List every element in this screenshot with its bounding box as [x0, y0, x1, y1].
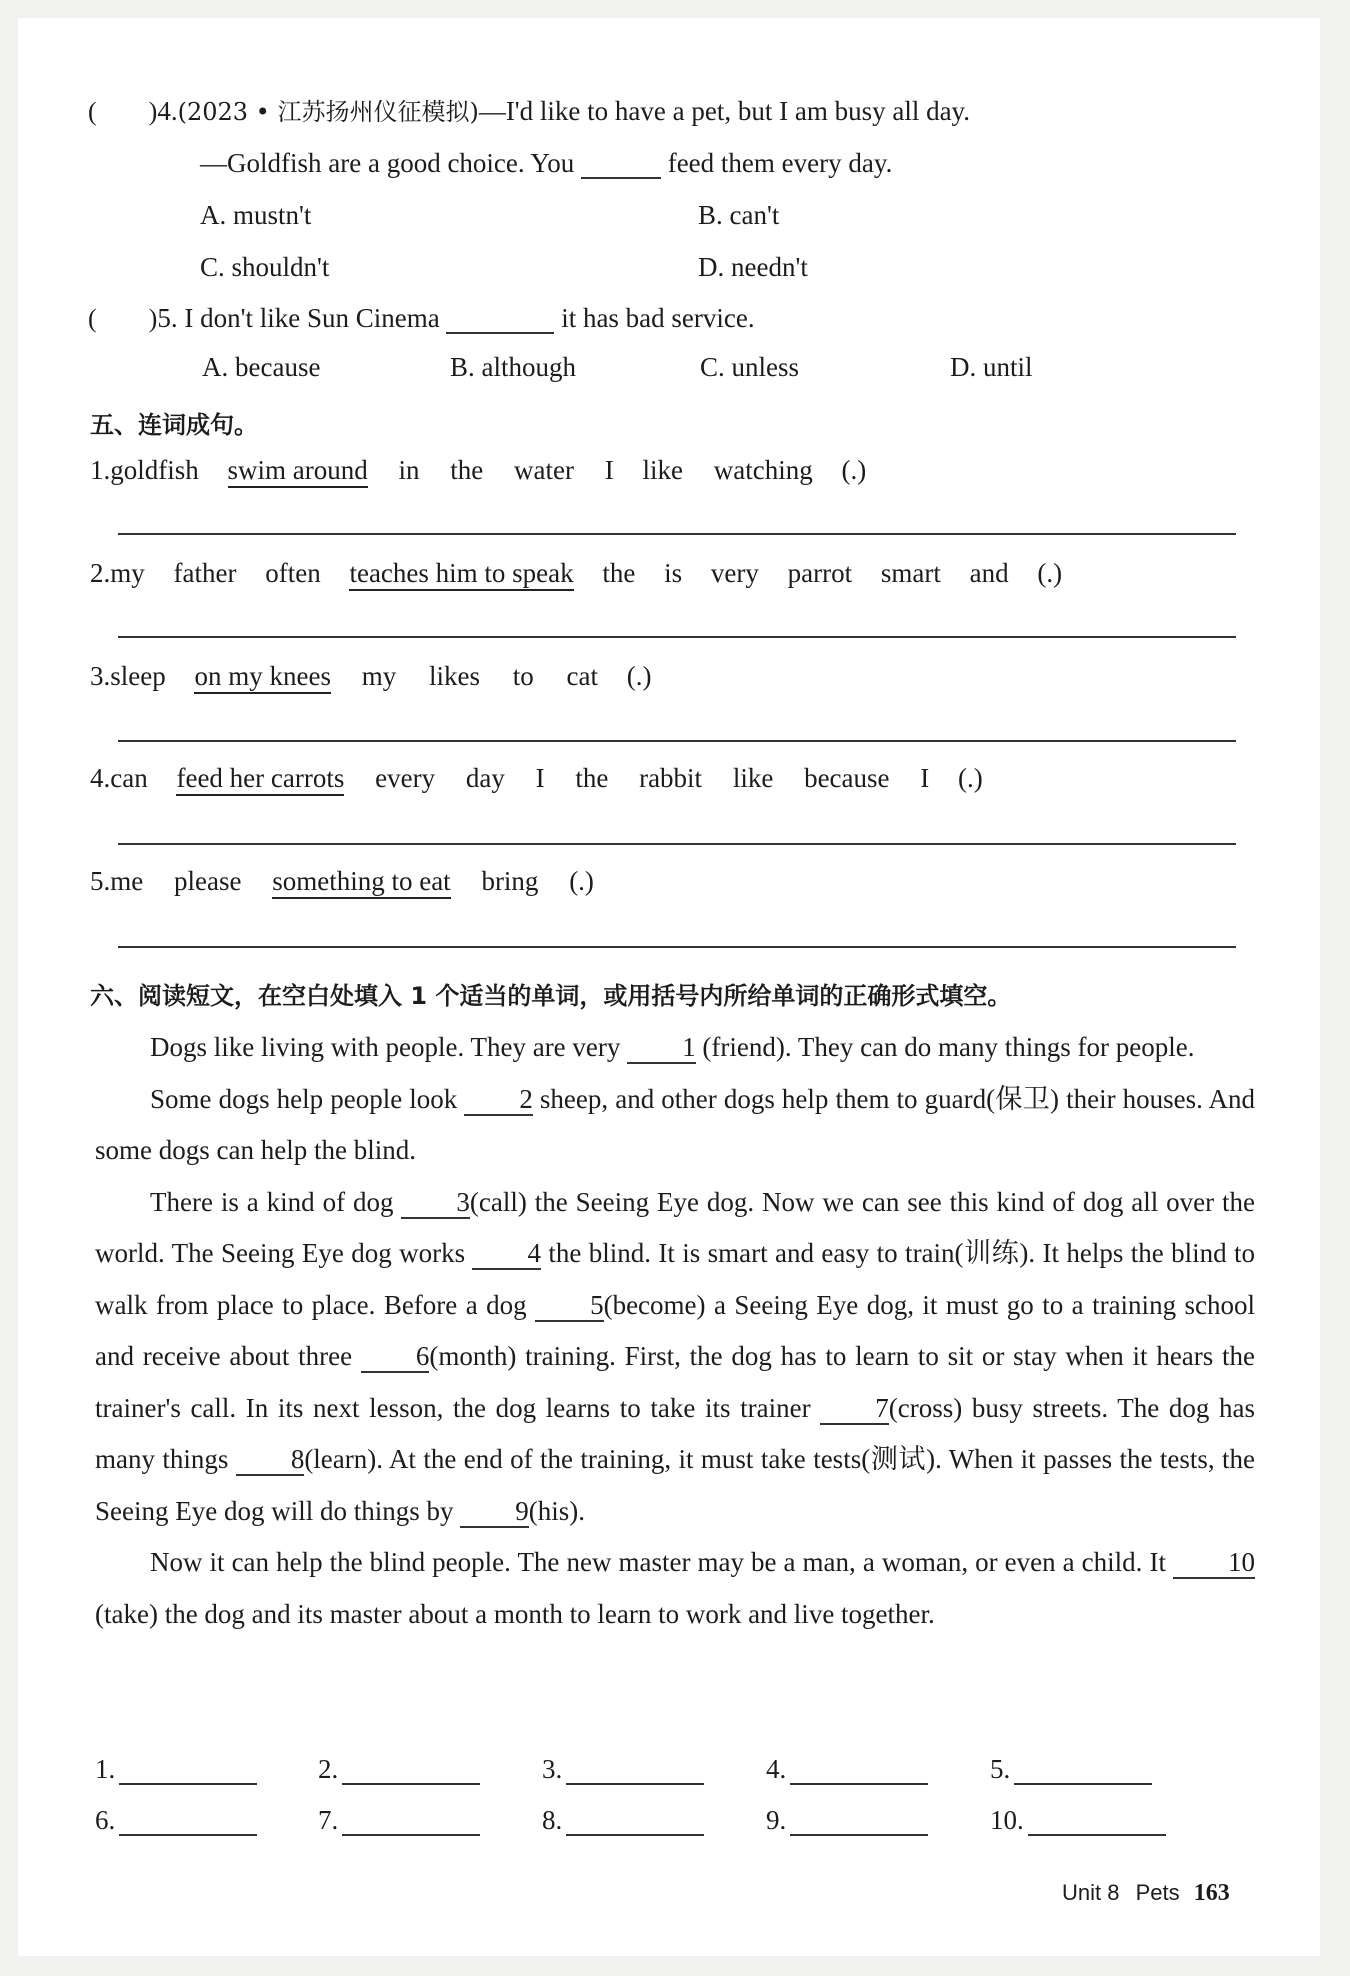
passage-text: (take) the dog and its master about a month to learn to work and live together. [95, 1598, 935, 1629]
option-b[interactable]: B. can't [698, 200, 780, 230]
word: to [512, 661, 534, 691]
underlined-phrase: on my knees [194, 661, 330, 694]
reorder-item-2 [90, 556, 1062, 590]
word: because [804, 763, 890, 793]
item-number: 4. [90, 763, 111, 793]
item-number: 1. [90, 455, 111, 485]
option-d[interactable]: D. until [950, 352, 1033, 382]
passage-text: (learn). At the end of the training, it must take tests(测试). When it passes the tests, the Seeing Eye dog will do things by [95, 1444, 1256, 1526]
word: and [969, 558, 1009, 588]
word: can [110, 763, 148, 793]
answer-blank[interactable] [342, 1806, 480, 1836]
option-b[interactable]: B. although [450, 352, 576, 382]
passage-text: Some dogs help people look [150, 1083, 458, 1114]
answer-number: 4. [766, 1754, 787, 1784]
answer-paren-close: ) [148, 97, 158, 126]
answer-number: 7. [318, 1805, 339, 1835]
answer-blank[interactable] [119, 1755, 257, 1785]
word: please [174, 866, 242, 896]
fill-blank [581, 149, 661, 179]
answer-paren-close: ) [148, 304, 158, 333]
word: I [535, 763, 545, 793]
option-d[interactable]: D. needn't [698, 252, 808, 282]
answer-blank[interactable] [790, 1806, 928, 1836]
section6-heading: 六、阅读短文，在空白处填入 1 个适当的单词，或用括号内所给单词的正确形式填空。 [90, 982, 1012, 1010]
word: I [920, 763, 930, 793]
word: water [514, 455, 574, 485]
answer-slot-5[interactable] [990, 1752, 1152, 1786]
answer-slot-3[interactable] [542, 1752, 704, 1786]
blank-10: 10 [1173, 1547, 1255, 1579]
answer-number: 10. [990, 1805, 1024, 1835]
answer-slot-6[interactable] [95, 1803, 257, 1837]
word: sleep [110, 661, 166, 691]
word: (.) [841, 455, 867, 485]
item-number: 3. [90, 661, 111, 691]
answer-paren-open: ( [88, 304, 97, 333]
question-source: (2023 • 江苏扬州仪征模拟) [177, 98, 479, 126]
mc-question-4-line2 [200, 146, 892, 180]
mc-question-4 [88, 94, 970, 129]
answer-slot-1[interactable] [95, 1752, 257, 1786]
answer-number: 3. [542, 1754, 563, 1784]
stem-text: it has bad service. [561, 303, 755, 333]
passage-text: (month) training. First, the dog has to learn to sit or stay when it hears the trainer's call. In its next lesson, the dog learns to take its trainer [95, 1341, 1256, 1423]
answer-blank[interactable] [119, 1806, 257, 1836]
answer-number: 2. [318, 1754, 339, 1784]
underlined-phrase: something to eat [272, 866, 450, 899]
reorder-item-1 [90, 453, 866, 487]
word: the [602, 558, 636, 588]
reading-passage [95, 1022, 1255, 1640]
reorder-item-5 [90, 864, 594, 898]
word: (.) [1037, 558, 1063, 588]
answer-blank[interactable] [566, 1755, 704, 1785]
underlined-phrase: teaches him to speak [349, 558, 573, 591]
blank-8: 8 [236, 1444, 305, 1476]
answer-number: 8. [542, 1805, 563, 1835]
answer-line[interactable] [118, 740, 1236, 742]
passage-text: There is a kind of dog [150, 1186, 394, 1217]
answer-line[interactable] [118, 946, 1236, 948]
blank-1: 1 [627, 1032, 696, 1064]
page-footer [1062, 1880, 1230, 1907]
blank-6: 6 [361, 1341, 430, 1373]
answer-blank[interactable] [1014, 1755, 1152, 1785]
answer-slot-7[interactable] [318, 1803, 480, 1837]
word: smart [880, 558, 941, 588]
footer-unit: Unit 8 [1062, 1880, 1120, 1905]
word: in [398, 455, 420, 485]
answer-blank[interactable] [566, 1806, 704, 1836]
word: every [375, 763, 436, 793]
answer-slot-4[interactable] [766, 1752, 928, 1786]
stem-text: I don't like Sun Cinema [184, 303, 440, 333]
passage-text: (cross) busy streets. The dog has many things [95, 1392, 1256, 1474]
passage-text: Dogs like living with people. They are very [150, 1032, 621, 1062]
stem-text: feed them every day. [667, 148, 893, 178]
reorder-item-4 [90, 761, 983, 795]
question-number: 5. [157, 303, 178, 333]
word: my [110, 558, 145, 588]
question-number: 4. [157, 96, 178, 126]
answer-number: 1. [95, 1754, 116, 1784]
blank-7: 7 [820, 1393, 889, 1425]
word: (.) [569, 866, 594, 896]
page-number: 163 [1193, 1880, 1230, 1906]
paragraph-2 [95, 1074, 1255, 1177]
footer-title: Pets [1135, 1880, 1180, 1905]
stem-text: —Goldfish are a good choice. You [200, 148, 575, 178]
word: very [710, 558, 759, 588]
word: me [110, 866, 144, 896]
answer-slot-10[interactable] [990, 1803, 1166, 1837]
passage-text: Now it can help the blind people. The new master may be a man, a woman, or even a child. It [150, 1547, 1166, 1577]
answer-line[interactable] [118, 843, 1236, 845]
underlined-phrase: feed her carrots [176, 763, 344, 796]
word: rabbit [639, 763, 703, 793]
word: I [604, 455, 614, 485]
question-stem: —I'd like to have a pet, but I am busy all day. [478, 96, 971, 126]
blank-9: 9 [460, 1496, 529, 1528]
answer-blank[interactable] [790, 1755, 928, 1785]
blank-4: 4 [472, 1238, 541, 1270]
answer-line[interactable] [118, 636, 1236, 638]
passage-text: (become) a Seeing Eye dog, it must go to a training school and receive about three [95, 1289, 1255, 1371]
item-number: 5. [90, 866, 111, 896]
word: watching [713, 455, 813, 485]
answer-paren-open: ( [88, 97, 97, 126]
answer-slot-9[interactable] [766, 1803, 928, 1837]
word: my [361, 661, 397, 691]
passage-text: (friend). They can do many things for people. [702, 1032, 1195, 1062]
underlined-phrase: swim around [228, 455, 368, 488]
blank-2: 2 [464, 1084, 533, 1116]
answer-slot-8[interactable] [542, 1803, 704, 1837]
word: like [642, 455, 683, 485]
passage-text: sheep, and other dogs help them to guard(保卫) their houses. And some dogs can help the blind. [95, 1083, 1256, 1165]
word: often [265, 558, 321, 588]
section5-heading: 五、连词成句。 [90, 411, 258, 439]
paragraph-1 [95, 1022, 1255, 1074]
reorder-item-3 [90, 659, 651, 693]
mc-question-5 [88, 301, 755, 336]
answer-number: 5. [990, 1754, 1011, 1784]
answer-line[interactable] [118, 533, 1236, 535]
passage-text: (his). [528, 1495, 585, 1526]
answer-number: 9. [766, 1805, 787, 1835]
paragraph-3 [95, 1177, 1255, 1538]
answer-blank[interactable] [1028, 1806, 1166, 1836]
word: father [173, 558, 237, 588]
answer-blank[interactable] [342, 1755, 480, 1785]
fill-blank [446, 304, 554, 334]
word: bring [481, 866, 539, 896]
answer-slot-2[interactable] [318, 1752, 480, 1786]
word: the [450, 455, 484, 485]
word: (.) [626, 661, 652, 691]
word: the [575, 763, 609, 793]
word: likes [428, 661, 480, 691]
blank-5: 5 [535, 1290, 604, 1322]
word: day [465, 763, 505, 793]
answer-number: 6. [95, 1805, 116, 1835]
word: cat [566, 661, 598, 691]
item-number: 2. [90, 558, 111, 588]
passage-text: (call) the Seeing Eye dog. Now we can see this kind of dog all over the world. The Seeing Eye dog works [95, 1186, 1255, 1268]
option-c[interactable]: C. shouldn't [200, 252, 330, 282]
word: like [732, 763, 774, 793]
word: (.) [958, 763, 983, 793]
word: goldfish [110, 455, 199, 485]
option-c[interactable]: C. unless [700, 352, 800, 382]
word: is [664, 558, 683, 588]
word: parrot [787, 558, 853, 588]
option-a[interactable]: A. mustn't [200, 200, 312, 230]
passage-text: the blind. It is smart and easy to train(训练). It helps the blind to walk from place to place. Before a dog [95, 1238, 1256, 1320]
blank-3: 3 [401, 1187, 470, 1219]
option-a[interactable]: A. because [202, 352, 321, 382]
paragraph-4 [95, 1537, 1255, 1640]
